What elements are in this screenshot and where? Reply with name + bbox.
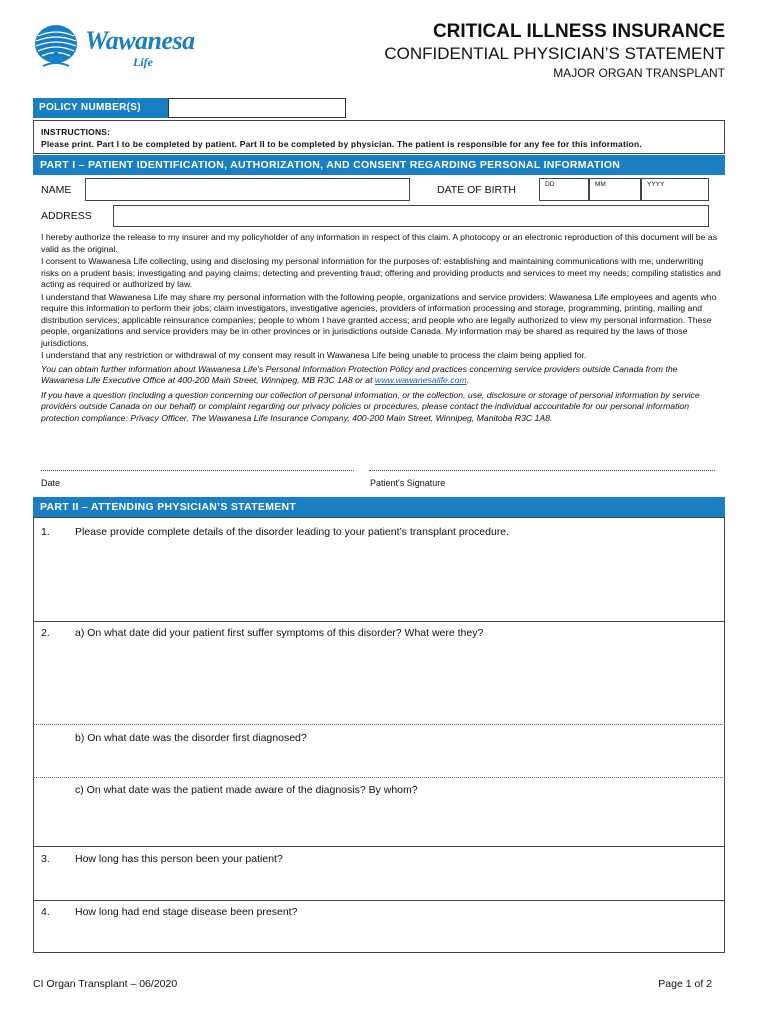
consent-paragraph: I understand that any restriction or withdrawal of my consent may result in Wawanesa Life being unable to process the claim being applied for.	[41, 350, 587, 360]
name-label: NAME	[41, 184, 72, 196]
question-number: 3.	[41, 853, 50, 865]
answer-4-area[interactable]	[34, 922, 724, 952]
consent-paragraph: I hereby authorize the release to my insurer and my policyholder of any information in respect of this claim. A photocopy or an electronic reproduction of this document will be as valid as the original.	[41, 232, 718, 254]
question-number: 4.	[41, 906, 50, 918]
patient-signature-label: Patient's Signature	[370, 478, 446, 488]
form-id: CI Organ Transplant – 06/2020	[33, 978, 178, 990]
consent-paragraph: I consent to Wawanesa Life collecting, using and disclosing my personal information for the purposes of: establishing and maintaining communications with me; underwriting risks on a prudent basis; investigating and paying claims; detecting and preventing fraud; offering and providing products and services to meet my needs; compiling statistics and acting as required or authorized by law.	[41, 256, 721, 289]
dob-label: DATE OF BIRTH	[437, 184, 516, 196]
question-2c: c) On what date was the patient made aware of the diagnosis? By whom?	[75, 784, 418, 796]
answer-2c-area[interactable]	[34, 800, 724, 846]
question-4: How long had end stage disease been present?	[75, 906, 298, 918]
divider	[33, 724, 725, 725]
page-number: Page 1 of 2	[658, 978, 712, 990]
instructions-text: Please print. Part I to be completed by patient. Part II to be completed by physician. The patient is responsible for any fee for this information.	[41, 139, 642, 149]
question-1: Please provide complete details of the disorder leading to your patient’s transplant procedure.	[75, 526, 510, 538]
name-input[interactable]	[85, 178, 410, 201]
dob-month-input[interactable]	[589, 178, 641, 201]
tree-logo-icon	[33, 24, 79, 68]
date-label: Date	[41, 478, 61, 488]
dob-year-hint: YYYY	[647, 181, 665, 188]
instructions-box	[33, 120, 725, 154]
privacy-policy-paragraph: You can obtain further information about Wawanesa Life's Personal Information Protection Policy and practices concerning service providers outside Canada from the Wawanesa Life Executive Office at 400-200 Main Street, Winnipeg, MB R3C 1A8 or at www.wawanesalife.com.	[41, 363, 678, 385]
logo-wordmark: Wawanesa	[85, 26, 195, 55]
privacy-contact-paragraph: If you have a question (including a question concerning our collection of personal information, or the collection, use, disclosure or storage of personal information by service providers outside Canada on our behalf) or complaint regarding our privacy policies or procedures, please contact the individual accountable for our personal information protection compliance: Privacy Officer, The Wawanesa Life Insurance Company, 400-200 Main Street, Winnipeg, Manitoba R3C 1A8.	[41, 389, 700, 423]
dob-year-input[interactable]	[641, 178, 709, 201]
policy-number-label: POLICY NUMBER(S)	[33, 98, 168, 118]
logo-sub-wordmark: Life	[133, 55, 153, 69]
form-title: CRITICAL ILLNESS INSURANCE	[432, 21, 725, 42]
answer-2a-area[interactable]	[34, 643, 724, 723]
address-label: ADDRESS	[41, 210, 92, 222]
answer-3-area[interactable]	[34, 869, 724, 899]
policy-number-input[interactable]	[168, 98, 346, 118]
question-2b: b) On what date was the disorder first diagnosed?	[75, 732, 307, 744]
part1-heading: PART I – PATIENT IDENTIFICATION, AUTHORIZATION, AND CONSENT REGARDING PERSONAL INFORMATION	[33, 155, 725, 175]
dob-day-input[interactable]	[539, 178, 589, 201]
question-number: 2.	[41, 627, 50, 639]
consent-paragraph: I understand that Wawanesa Life may share my personal information with the following people, organizations and service providers: Wawanesa Life employees and agents who require this information to perform their jobs; claim investigators, investigative agencies, providers of information processing and storage, programming, printing, mailing and distribution services; applicable reinsurance companies; people to whom I have granted access; and people who are legally authorized to view my personal information. These people, organizations and service providers may be in other provinces or in jurisdictions outside Canada. My information may be shared as required by the laws of those jurisdictions.	[41, 291, 717, 348]
divider	[33, 621, 725, 622]
wawanesa-logo	[33, 24, 213, 74]
dob-month-hint: MM	[595, 181, 606, 188]
divider	[33, 846, 725, 847]
question-3: How long has this person been your patient?	[75, 853, 283, 865]
address-input[interactable]	[113, 205, 709, 227]
instructions-title: INSTRUCTIONS:	[41, 127, 111, 137]
patient-signature-line[interactable]	[369, 470, 715, 471]
answer-1-area[interactable]	[34, 542, 724, 621]
dob-day-hint: DD	[545, 181, 555, 188]
divider	[33, 900, 725, 901]
website-link[interactable]: www.wawanesalife.com	[374, 375, 467, 385]
question-number: 1.	[41, 526, 50, 538]
date-signature-line[interactable]	[41, 470, 354, 471]
form-subtitle: CONFIDENTIAL PHYSICIAN’S STATEMENT	[384, 44, 725, 63]
consent-text	[41, 232, 721, 427]
answer-2b-area[interactable]	[34, 748, 724, 776]
question-2a: a) On what date did your patient first suffer symptoms of this disorder? What were they?	[75, 627, 484, 639]
divider	[33, 777, 725, 778]
form-type: MAJOR ORGAN TRANSPLANT	[553, 66, 725, 80]
part2-heading: PART II – ATTENDING PHYSICIAN’S STATEMENT	[33, 497, 725, 517]
